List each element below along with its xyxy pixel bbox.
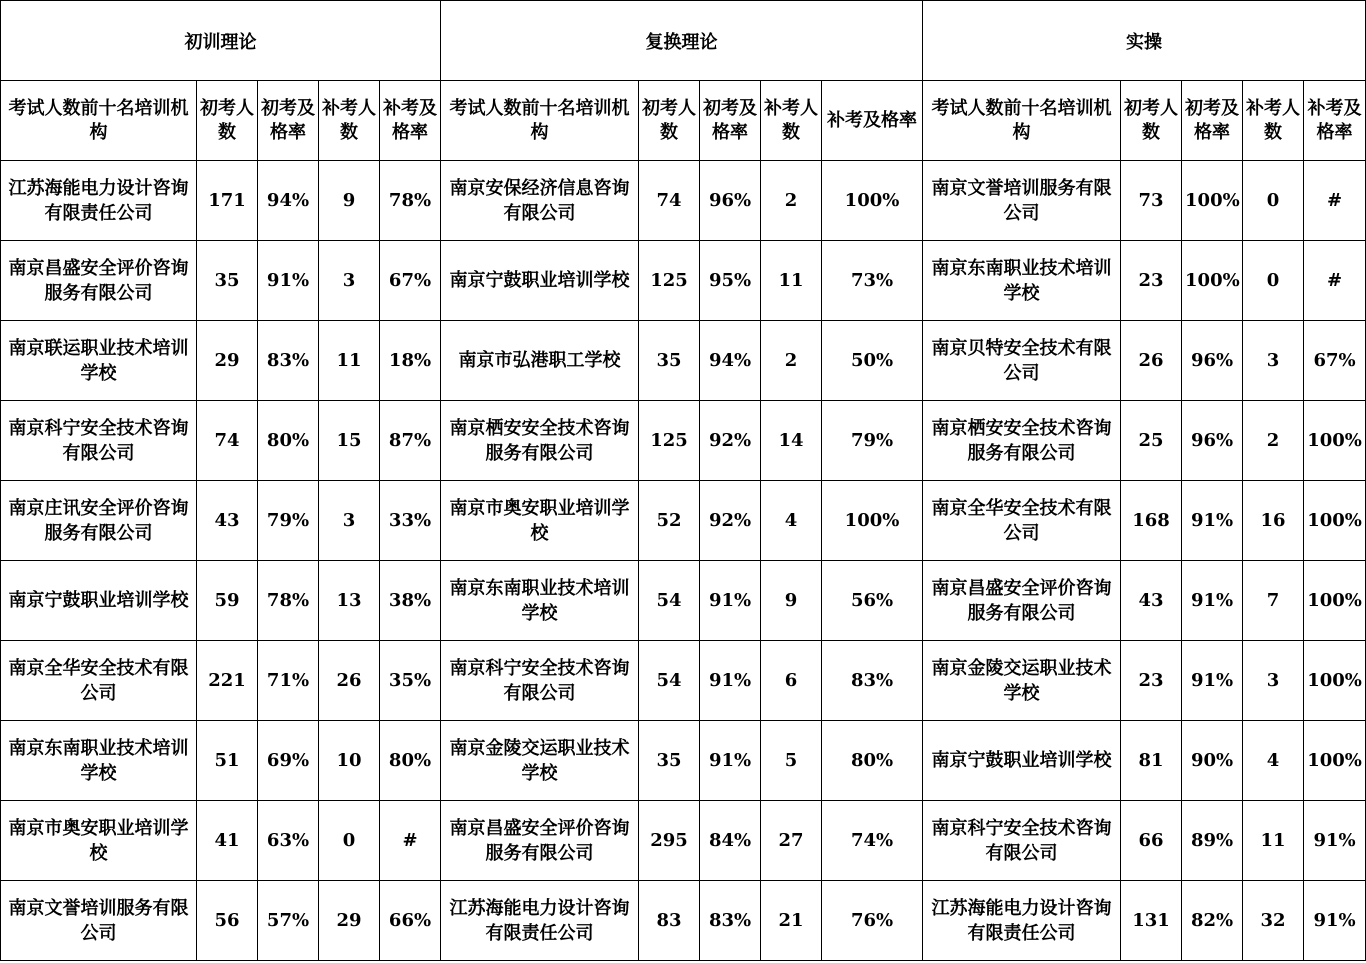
renewal-theory-first-pass-rate-cell: 83% xyxy=(700,881,761,961)
initial-theory-retake-pass-rate-cell: # xyxy=(380,801,441,881)
practical-first-pass-rate-cell: 89% xyxy=(1182,801,1243,881)
practical-retake-count-cell: 0 xyxy=(1243,161,1304,241)
initial-theory-first-pass-rate-cell: 79% xyxy=(258,481,319,561)
practical-first-count-cell: 23 xyxy=(1121,641,1182,721)
renewal-theory-retake-count-cell: 9 xyxy=(761,561,822,641)
practical-retake-count-cell: 7 xyxy=(1243,561,1304,641)
table-row xyxy=(1,561,1366,641)
initial-theory-org-cell: 南京宁鼓职业培训学校 xyxy=(1,561,197,641)
renewal-theory-retake-count-cell: 2 xyxy=(761,161,822,241)
renewal-theory-org-cell: 南京东南职业技术培训学校 xyxy=(441,561,639,641)
table-row xyxy=(1,721,1366,801)
practical-first-count-cell: 66 xyxy=(1121,801,1182,881)
renewal-theory-first-count-cell: 125 xyxy=(639,401,700,481)
column-header-retake-count: 补考人数 xyxy=(761,81,822,161)
practical-first-pass-rate-cell: 91% xyxy=(1182,641,1243,721)
renewal-theory-first-pass-rate-cell: 96% xyxy=(700,161,761,241)
initial-theory-org-cell: 南京昌盛安全评价咨询服务有限公司 xyxy=(1,241,197,321)
initial-theory-retake-pass-rate-cell: 33% xyxy=(380,481,441,561)
renewal-theory-first-count-cell: 54 xyxy=(639,561,700,641)
renewal-theory-org-cell: 南京栖安安全技术咨询服务有限公司 xyxy=(441,401,639,481)
table-row xyxy=(1,481,1366,561)
initial-theory-retake-count-cell: 9 xyxy=(319,161,380,241)
initial-theory-org-cell: 南京市奥安职业培训学校 xyxy=(1,801,197,881)
initial-theory-first-count-cell: 29 xyxy=(197,321,258,401)
practical-retake-pass-rate-cell: 67% xyxy=(1304,321,1366,401)
group-header-row xyxy=(1,1,1366,81)
initial-theory-first-pass-rate-cell: 63% xyxy=(258,801,319,881)
initial-theory-org-cell: 南京联运职业技术培训学校 xyxy=(1,321,197,401)
renewal-theory-org-cell: 南京市弘港职工学校 xyxy=(441,321,639,401)
initial-theory-retake-count-cell: 10 xyxy=(319,721,380,801)
column-header-org: 考试人数前十名培训机构 xyxy=(441,81,639,161)
renewal-theory-org-cell: 江苏海能电力设计咨询有限责任公司 xyxy=(441,881,639,961)
initial-theory-org-cell: 南京科宁安全技术咨询有限公司 xyxy=(1,401,197,481)
initial-theory-first-pass-rate-cell: 69% xyxy=(258,721,319,801)
renewal-theory-retake-count-cell: 2 xyxy=(761,321,822,401)
renewal-theory-retake-pass-rate-cell: 76% xyxy=(822,881,923,961)
renewal-theory-org-cell: 南京安保经济信息咨询有限公司 xyxy=(441,161,639,241)
practical-org-cell: 南京金陵交运职业技术学校 xyxy=(923,641,1121,721)
group-header-practical: 实操 xyxy=(923,1,1366,81)
practical-first-count-cell: 26 xyxy=(1121,321,1182,401)
initial-theory-first-pass-rate-cell: 94% xyxy=(258,161,319,241)
renewal-theory-retake-count-cell: 21 xyxy=(761,881,822,961)
column-header-retake-pass-rate: 补考及格率 xyxy=(1304,81,1366,161)
practical-first-pass-rate-cell: 100% xyxy=(1182,161,1243,241)
initial-theory-org-cell: 南京东南职业技术培训学校 xyxy=(1,721,197,801)
renewal-theory-first-pass-rate-cell: 91% xyxy=(700,641,761,721)
initial-theory-retake-pass-rate-cell: 78% xyxy=(380,161,441,241)
practical-retake-pass-rate-cell: # xyxy=(1304,161,1366,241)
renewal-theory-first-count-cell: 125 xyxy=(639,241,700,321)
practical-retake-count-cell: 3 xyxy=(1243,641,1304,721)
renewal-theory-first-pass-rate-cell: 92% xyxy=(700,481,761,561)
renewal-theory-retake-count-cell: 27 xyxy=(761,801,822,881)
initial-theory-first-pass-rate-cell: 78% xyxy=(258,561,319,641)
initial-theory-first-count-cell: 171 xyxy=(197,161,258,241)
practical-retake-pass-rate-cell: 91% xyxy=(1304,881,1366,961)
renewal-theory-retake-pass-rate-cell: 50% xyxy=(822,321,923,401)
initial-theory-first-pass-rate-cell: 71% xyxy=(258,641,319,721)
renewal-theory-first-count-cell: 83 xyxy=(639,881,700,961)
initial-theory-retake-pass-rate-cell: 80% xyxy=(380,721,441,801)
practical-first-pass-rate-cell: 91% xyxy=(1182,481,1243,561)
group-header-renewal-theory: 复换理论 xyxy=(441,1,923,81)
table-body xyxy=(1,161,1366,961)
practical-retake-pass-rate-cell: 100% xyxy=(1304,561,1366,641)
renewal-theory-first-count-cell: 52 xyxy=(639,481,700,561)
practical-first-count-cell: 73 xyxy=(1121,161,1182,241)
practical-first-count-cell: 23 xyxy=(1121,241,1182,321)
column-header-first-pass-rate: 初考及格率 xyxy=(700,81,761,161)
practical-org-cell: 南京昌盛安全评价咨询服务有限公司 xyxy=(923,561,1121,641)
group-header-initial-theory: 初训理论 xyxy=(1,1,441,81)
practical-retake-pass-rate-cell: 100% xyxy=(1304,481,1366,561)
column-header-first-count: 初考人数 xyxy=(197,81,258,161)
initial-theory-retake-count-cell: 29 xyxy=(319,881,380,961)
initial-theory-retake-count-cell: 0 xyxy=(319,801,380,881)
renewal-theory-org-cell: 南京科宁安全技术咨询有限公司 xyxy=(441,641,639,721)
table-row xyxy=(1,641,1366,721)
practical-first-pass-rate-cell: 90% xyxy=(1182,721,1243,801)
practical-org-cell: 南京贝特安全技术有限公司 xyxy=(923,321,1121,401)
initial-theory-first-count-cell: 35 xyxy=(197,241,258,321)
renewal-theory-org-cell: 南京市奥安职业培训学校 xyxy=(441,481,639,561)
initial-theory-first-pass-rate-cell: 57% xyxy=(258,881,319,961)
renewal-theory-first-count-cell: 35 xyxy=(639,321,700,401)
table-row xyxy=(1,161,1366,241)
practical-retake-count-cell: 3 xyxy=(1243,321,1304,401)
renewal-theory-org-cell: 南京金陵交运职业技术学校 xyxy=(441,721,639,801)
renewal-theory-first-pass-rate-cell: 94% xyxy=(700,321,761,401)
practical-org-cell: 江苏海能电力设计咨询有限责任公司 xyxy=(923,881,1121,961)
initial-theory-first-count-cell: 59 xyxy=(197,561,258,641)
practical-org-cell: 南京全华安全技术有限公司 xyxy=(923,481,1121,561)
practical-org-cell: 南京科宁安全技术咨询有限公司 xyxy=(923,801,1121,881)
initial-theory-org-cell: 南京文誉培训服务有限公司 xyxy=(1,881,197,961)
practical-first-pass-rate-cell: 96% xyxy=(1182,321,1243,401)
table-row xyxy=(1,321,1366,401)
renewal-theory-first-pass-rate-cell: 91% xyxy=(700,721,761,801)
practical-org-cell: 南京文誉培训服务有限公司 xyxy=(923,161,1121,241)
initial-theory-first-pass-rate-cell: 91% xyxy=(258,241,319,321)
practical-first-pass-rate-cell: 96% xyxy=(1182,401,1243,481)
practical-retake-pass-rate-cell: 91% xyxy=(1304,801,1366,881)
initial-theory-first-count-cell: 41 xyxy=(197,801,258,881)
practical-retake-count-cell: 0 xyxy=(1243,241,1304,321)
renewal-theory-org-cell: 南京宁鼓职业培训学校 xyxy=(441,241,639,321)
practical-first-pass-rate-cell: 82% xyxy=(1182,881,1243,961)
column-header-first-pass-rate: 初考及格率 xyxy=(1182,81,1243,161)
renewal-theory-retake-pass-rate-cell: 100% xyxy=(822,161,923,241)
renewal-theory-first-pass-rate-cell: 95% xyxy=(700,241,761,321)
initial-theory-retake-count-cell: 3 xyxy=(319,481,380,561)
practical-first-count-cell: 131 xyxy=(1121,881,1182,961)
practical-first-count-cell: 168 xyxy=(1121,481,1182,561)
renewal-theory-retake-pass-rate-cell: 79% xyxy=(822,401,923,481)
initial-theory-org-cell: 南京全华安全技术有限公司 xyxy=(1,641,197,721)
renewal-theory-first-pass-rate-cell: 84% xyxy=(700,801,761,881)
practical-first-count-cell: 43 xyxy=(1121,561,1182,641)
initial-theory-first-pass-rate-cell: 83% xyxy=(258,321,319,401)
renewal-theory-retake-pass-rate-cell: 74% xyxy=(822,801,923,881)
practical-first-pass-rate-cell: 91% xyxy=(1182,561,1243,641)
initial-theory-retake-count-cell: 26 xyxy=(319,641,380,721)
initial-theory-retake-pass-rate-cell: 35% xyxy=(380,641,441,721)
initial-theory-retake-count-cell: 3 xyxy=(319,241,380,321)
initial-theory-org-cell: 南京庄讯安全评价咨询服务有限公司 xyxy=(1,481,197,561)
renewal-theory-retake-count-cell: 4 xyxy=(761,481,822,561)
practical-retake-count-cell: 16 xyxy=(1243,481,1304,561)
initial-theory-retake-pass-rate-cell: 66% xyxy=(380,881,441,961)
renewal-theory-first-pass-rate-cell: 91% xyxy=(700,561,761,641)
practical-retake-count-cell: 11 xyxy=(1243,801,1304,881)
initial-theory-first-count-cell: 74 xyxy=(197,401,258,481)
column-header-retake-pass-rate: 补考及格率 xyxy=(822,81,923,161)
practical-first-count-cell: 81 xyxy=(1121,721,1182,801)
renewal-theory-first-count-cell: 35 xyxy=(639,721,700,801)
initial-theory-first-count-cell: 56 xyxy=(197,881,258,961)
practical-retake-pass-rate-cell: 100% xyxy=(1304,721,1366,801)
column-header-org: 考试人数前十名培训机构 xyxy=(1,81,197,161)
renewal-theory-retake-count-cell: 5 xyxy=(761,721,822,801)
column-header-retake-count: 补考人数 xyxy=(319,81,380,161)
practical-retake-pass-rate-cell: # xyxy=(1304,241,1366,321)
table-row xyxy=(1,801,1366,881)
renewal-theory-retake-pass-rate-cell: 83% xyxy=(822,641,923,721)
practical-retake-pass-rate-cell: 100% xyxy=(1304,641,1366,721)
column-header-first-pass-rate: 初考及格率 xyxy=(258,81,319,161)
column-header-first-count: 初考人数 xyxy=(1121,81,1182,161)
initial-theory-retake-count-cell: 15 xyxy=(319,401,380,481)
table-row xyxy=(1,401,1366,481)
practical-first-pass-rate-cell: 100% xyxy=(1182,241,1243,321)
initial-theory-retake-pass-rate-cell: 67% xyxy=(380,241,441,321)
renewal-theory-retake-pass-rate-cell: 100% xyxy=(822,481,923,561)
practical-first-count-cell: 25 xyxy=(1121,401,1182,481)
practical-org-cell: 南京宁鼓职业培训学校 xyxy=(923,721,1121,801)
renewal-theory-retake-pass-rate-cell: 56% xyxy=(822,561,923,641)
renewal-theory-retake-count-cell: 11 xyxy=(761,241,822,321)
initial-theory-retake-pass-rate-cell: 87% xyxy=(380,401,441,481)
renewal-theory-first-pass-rate-cell: 92% xyxy=(700,401,761,481)
practical-org-cell: 南京栖安安全技术咨询服务有限公司 xyxy=(923,401,1121,481)
initial-theory-retake-count-cell: 13 xyxy=(319,561,380,641)
initial-theory-first-count-cell: 43 xyxy=(197,481,258,561)
initial-theory-retake-pass-rate-cell: 38% xyxy=(380,561,441,641)
initial-theory-retake-count-cell: 11 xyxy=(319,321,380,401)
renewal-theory-retake-pass-rate-cell: 80% xyxy=(822,721,923,801)
column-header-first-count: 初考人数 xyxy=(639,81,700,161)
column-header-org: 考试人数前十名培训机构 xyxy=(923,81,1121,161)
initial-theory-first-count-cell: 51 xyxy=(197,721,258,801)
initial-theory-first-count-cell: 221 xyxy=(197,641,258,721)
initial-theory-first-pass-rate-cell: 80% xyxy=(258,401,319,481)
practical-org-cell: 南京东南职业技术培训学校 xyxy=(923,241,1121,321)
column-header-retake-pass-rate: 补考及格率 xyxy=(380,81,441,161)
practical-retake-count-cell: 32 xyxy=(1243,881,1304,961)
column-header-row xyxy=(1,81,1366,161)
renewal-theory-retake-pass-rate-cell: 73% xyxy=(822,241,923,321)
renewal-theory-first-count-cell: 74 xyxy=(639,161,700,241)
renewal-theory-retake-count-cell: 6 xyxy=(761,641,822,721)
initial-theory-retake-pass-rate-cell: 18% xyxy=(380,321,441,401)
renewal-theory-first-count-cell: 295 xyxy=(639,801,700,881)
practical-retake-pass-rate-cell: 100% xyxy=(1304,401,1366,481)
practical-retake-count-cell: 4 xyxy=(1243,721,1304,801)
initial-theory-org-cell: 江苏海能电力设计咨询有限责任公司 xyxy=(1,161,197,241)
renewal-theory-retake-count-cell: 14 xyxy=(761,401,822,481)
table-row xyxy=(1,881,1366,961)
column-header-retake-count: 补考人数 xyxy=(1243,81,1304,161)
practical-retake-count-cell: 2 xyxy=(1243,401,1304,481)
table-row xyxy=(1,241,1366,321)
renewal-theory-first-count-cell: 54 xyxy=(639,641,700,721)
renewal-theory-org-cell: 南京昌盛安全评价咨询服务有限公司 xyxy=(441,801,639,881)
